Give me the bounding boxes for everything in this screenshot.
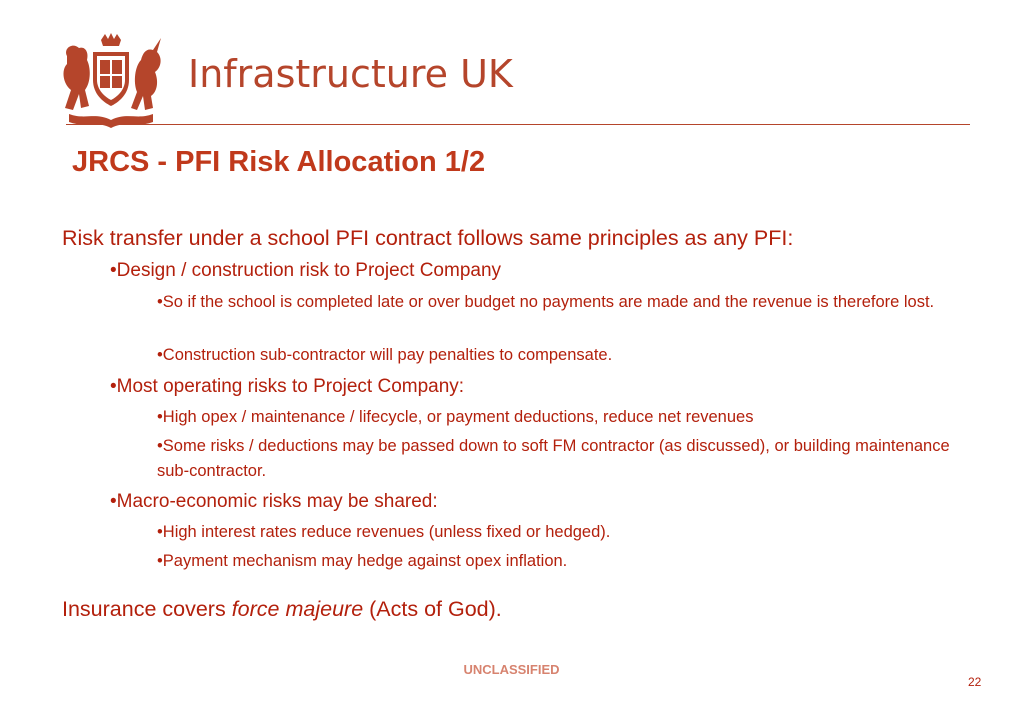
intro-text: Risk transfer under a school PFI contract follows same principles as any PFI: [62,226,794,250]
closing-suffix: (Acts of God). [363,597,502,621]
subbullet-fm-contractor: •Some risks / deductions may be passed down to soft FM contractor (as discussed), or building maintenance sub-contractor. [157,437,950,480]
classification-label: UNCLASSIFIED [463,662,560,677]
subbullet-opex: •High opex / maintenance / lifecycle, or payment deductions, reduce net revenues [157,408,754,426]
header-divider [66,124,970,125]
slide-title: JRCS - PFI Risk Allocation 1/2 [72,146,486,178]
closing-prefix: Insurance covers [62,597,232,621]
subbullet-penalties: •Construction sub-contractor will pay penalties to compensate. [157,346,613,364]
subbullet-interest-rates: •High interest rates reduce revenues (unless fixed or hedged). [157,523,611,541]
subbullet-payment-mechanism: •Payment mechanism may hedge against opex inflation. [157,552,568,570]
page-number: 22 [968,675,982,689]
closing-italic: force majeure [231,597,364,621]
subbullet-late-completion: •So if the school is completed late or over budget no payments are made and the revenue is therefore lost. [157,293,935,311]
closing-text [62,597,502,622]
bullet-design-risk: •Design / construction risk to Project Company [110,260,502,281]
bullet-macro-risks: •Macro-economic risks may be shared: [110,491,438,512]
bullet-operating-risks: •Most operating risks to Project Company: [110,376,465,397]
logo-wordmark: Infrastructure UK [188,52,513,96]
royal-crest-logo [55,30,167,130]
